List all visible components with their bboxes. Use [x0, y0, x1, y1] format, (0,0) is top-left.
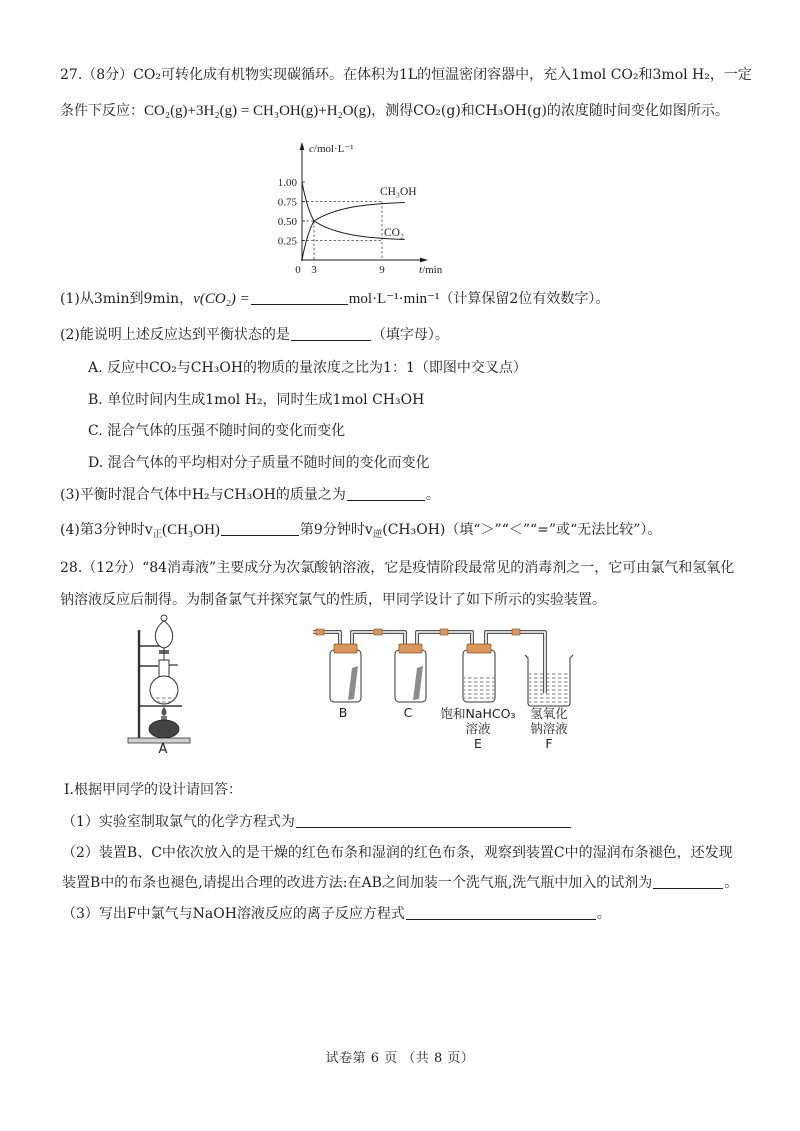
q27-line2	[60, 101, 729, 121]
nahco3-solution	[464, 676, 494, 701]
rubber-connector	[316, 629, 324, 635]
q27-line2-prefix: 条件下反应：	[60, 103, 144, 119]
v-forward-subscript: 正	[152, 529, 163, 540]
x-axis-var: t	[419, 264, 423, 276]
q27-sub2	[60, 325, 449, 345]
part1-sub3-suffix: 。	[596, 906, 611, 922]
part1-sub2-line2-suffix: 。	[724, 875, 739, 891]
q27-sub2-prefix: (2)能说明上述反应达到平衡状态的是	[60, 327, 290, 343]
y-tick-label: 0.50	[277, 216, 297, 228]
part1-sub1	[62, 812, 572, 832]
label-e-reagent: 饱和NaHCO₃	[440, 706, 516, 721]
answer-blank	[221, 520, 299, 536]
q27-sub1-unit: mol·L⁻¹·min⁻¹	[348, 291, 440, 307]
part1-sub2-line2	[62, 873, 738, 893]
part1-heading: Ⅰ.根据甲同学的设计请回答：	[64, 782, 242, 798]
option-a: A. 反应中CO₂与CH₃OH的物质的量浓度之比为1：1（即图中交叉点）	[88, 360, 527, 376]
separatory-funnel	[155, 621, 172, 648]
flask-liquid	[151, 694, 177, 704]
option-c: C. 混合气体的压强不随时间的变化而变化	[88, 423, 346, 439]
alcohol-lamp	[149, 720, 179, 738]
v-reverse-subscript: 逆	[372, 529, 383, 540]
naoh-solution	[529, 673, 569, 705]
rubber-connector	[374, 629, 382, 635]
label-f-reagent: 氢氧化	[530, 706, 568, 721]
part1-sub1-prefix: （1）实验室制取氯气的化学方程式为	[62, 814, 295, 830]
label-a: A	[158, 742, 168, 757]
y-axis-arrow	[300, 142, 305, 150]
q27-sub1-suffix: （计算保留2位有效数字）。	[439, 291, 610, 307]
beaker-f	[525, 655, 573, 706]
label-b: B	[338, 705, 348, 720]
y-axis-title	[309, 143, 354, 155]
flask-neck	[159, 660, 169, 677]
x-axis-title	[419, 264, 443, 276]
part1-sub3-prefix: （3）写出F中氯气与NaOH溶液反应的离子反应方程式	[62, 906, 405, 922]
q27-sub4	[60, 520, 661, 545]
bottle-b-stopper	[334, 644, 357, 653]
q27-sub4-b: (CH₃OH)	[162, 522, 220, 538]
label-e-reagent-2: 溶液	[465, 721, 491, 736]
part1-sub2-line1: （2）装置B、C中依次放入的是干燥的红色布条和湿润的红色布条，观察到装置C中的湿润布条褪色，还发现	[62, 845, 733, 861]
q28-line1: 28.（12分）“84消毒液”主要成分为次氯酸钠溶液，它是疫情阶段最常见的消毒剂之一，它可由氯气和氢氧化	[60, 560, 735, 576]
label-f: F	[545, 736, 553, 751]
part1-sub3	[62, 904, 611, 924]
x-tick-label: 3	[311, 264, 317, 276]
y-axis-unit: /mol·L⁻¹	[313, 143, 354, 155]
series-label-co2: CO₂	[384, 227, 404, 239]
series-label-ch3oh: CH₃OH	[380, 186, 417, 198]
q27-sub2-suffix: （填字母）。	[371, 327, 449, 343]
q27-sub3-suffix: 。	[425, 487, 440, 503]
experiment-apparatus	[120, 605, 590, 760]
q27-sub1-rate: v(CO₂) =	[193, 291, 250, 307]
y-tick-label: 0.75	[277, 196, 297, 209]
q27-line2-suffix: ，测得CO₂(g)和CH₃OH(g)的浓度随时间变化如图所示。	[371, 103, 729, 119]
label-f-reagent-2: 钠溶液	[530, 721, 568, 736]
answer-blank	[406, 904, 596, 920]
answer-blank	[251, 289, 348, 305]
q28-line2: 钠溶液反应后制得。为制备氯气并探究氯气的性质，甲同学设计了如下所示的实验装置。	[60, 592, 606, 608]
lamp-flame	[162, 707, 167, 716]
answer-blank	[653, 873, 723, 889]
bottle-e	[463, 644, 495, 702]
bottle-e-stopper	[467, 644, 491, 653]
page-footer: 试卷第 6 页 （共 8 页）	[325, 1051, 475, 1066]
apparatus-a	[128, 615, 190, 743]
q27-sub1-prefix: (1)从3min到9min，	[60, 291, 194, 307]
bottle-b	[330, 644, 361, 702]
q27-sub3	[60, 485, 440, 505]
q27-sub4-d: (CH₃OH)（填“＞”“＜”“=”或“无法比较”）。	[382, 522, 662, 538]
option-d: D. 混合气体的平均相对分子质量不随时间的变化而变化	[88, 455, 430, 471]
part1-sub2-line2-prefix: 装置B中的布条也褪色,请提出合理的改进方法:在AB之间加装一个洗气瓶,洗气瓶中加入的试剂为	[62, 875, 653, 891]
bottle-c	[395, 644, 426, 702]
answer-blank	[296, 812, 571, 828]
option-b: B. 单位时间内生成1mol H₂，同时生成1mol CH₃OH	[88, 392, 425, 408]
q27-line1: 27.（8分）CO₂可转化成有机物实现碳循环。在体积为1L的恒温密闭容器中，充入1mol CO₂和3mol H₂，一定	[60, 67, 752, 83]
label-c: C	[403, 705, 413, 720]
funnel-stopper	[161, 615, 167, 621]
rubber-connector	[512, 629, 520, 635]
x-axis-unit: /min	[422, 264, 443, 276]
bottle-c-stopper	[399, 644, 422, 653]
reaction-equation: CO₂(g)+3H₂(g) = CH₃OH(g)+H₂O(g)	[144, 103, 372, 119]
y-axis-var: c	[309, 143, 314, 155]
q27-sub1	[60, 289, 609, 309]
answer-blank	[291, 325, 371, 341]
concentration-time-graph	[262, 136, 443, 281]
x-tick-label: 0	[295, 264, 301, 276]
x-tick-label: 9	[379, 264, 385, 276]
x-axis-arrow	[420, 258, 428, 263]
y-tick-label: 0.25	[277, 235, 297, 248]
y-tick-label: 1.00	[277, 177, 297, 189]
rubber-connector	[440, 629, 448, 635]
answer-blank	[347, 485, 425, 501]
q27-sub4-c: 第9分钟时v	[299, 522, 373, 538]
q27-sub3-prefix: (3)平衡时混合气体中H₂与CH₃OH的质量之为	[60, 487, 346, 503]
label-e: E	[474, 736, 482, 751]
q27-sub4-a: (4)第3分钟时v	[60, 522, 153, 538]
